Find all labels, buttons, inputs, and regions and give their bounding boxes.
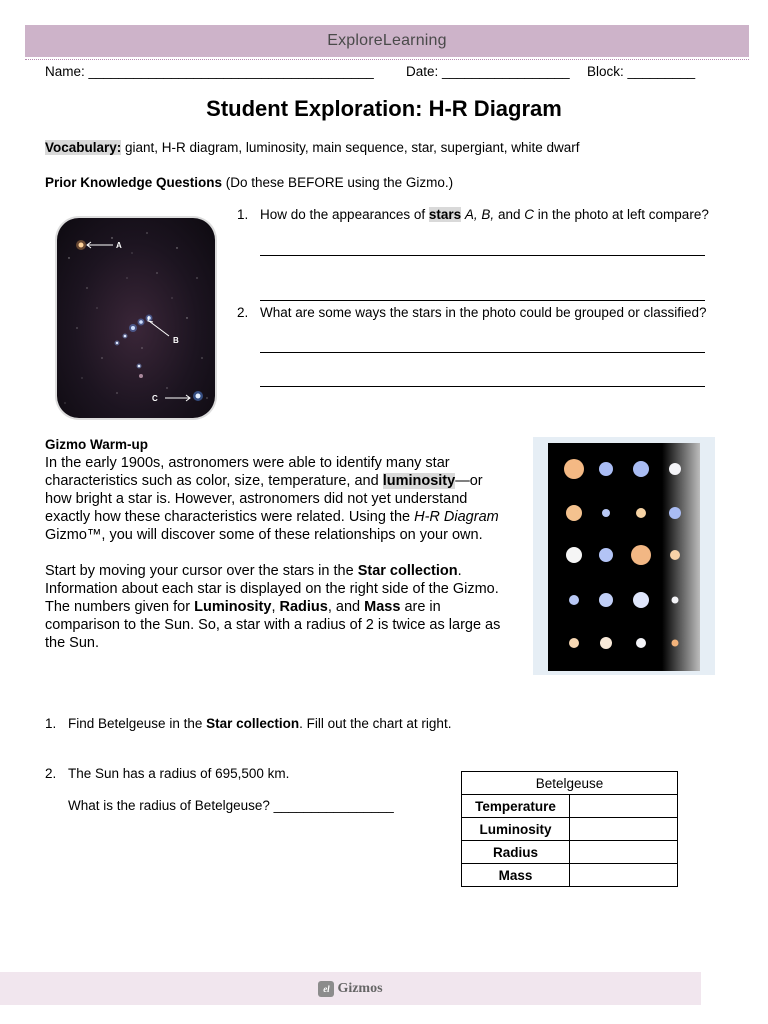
- gizmos-logo-icon: el: [318, 981, 334, 997]
- page-title: Student Exploration: H-R Diagram: [206, 96, 562, 121]
- warmup-p1-italic: H-R Diagram: [414, 509, 499, 525]
- prior-knowledge-title: Prior Knowledge Questions: [45, 175, 223, 190]
- answer-line-2b[interactable]: [260, 386, 705, 387]
- photo-label-c: C: [152, 394, 158, 403]
- luminosity-bold: Luminosity: [194, 599, 272, 615]
- vocabulary-terms: giant, H-R diagram, luminosity, main sequence, star, supergiant, white dwarf: [121, 140, 580, 155]
- step-2-text: The Sun has a radius of 695,500 km.: [68, 766, 290, 781]
- prior-knowledge-heading: [45, 175, 453, 190]
- answer-line-2a[interactable]: [260, 352, 705, 353]
- question-1-highlight: stars: [428, 207, 462, 222]
- prior-knowledge-note: (Do these BEFORE using the Gizmo.): [222, 175, 454, 190]
- warmup-heading: Gizmo Warm-up: [45, 437, 148, 452]
- betelgeuse-radius-question[interactable]: What is the radius of Betelgeuse? ________________: [68, 798, 394, 813]
- question-1-text: [260, 207, 709, 222]
- betelgeuse-table-title: Betelgeuse: [462, 772, 678, 795]
- question-1-before: How do the appearances of: [260, 207, 429, 222]
- warmup-p2-d: , and: [327, 599, 365, 615]
- question-1-after: in the photo at left compare?: [533, 207, 709, 222]
- radius-bold: Radius: [279, 599, 328, 615]
- row-label-luminosity: Luminosity: [462, 818, 570, 841]
- row-label-radius: Radius: [462, 841, 570, 864]
- step-2-number: 2.: [45, 766, 57, 781]
- photo-label-b: B: [173, 336, 179, 345]
- mass-cell[interactable]: [570, 864, 678, 887]
- answer-line-1b[interactable]: [260, 300, 705, 301]
- step-2: [45, 766, 290, 781]
- name-field[interactable]: Name: ______________________________________: [45, 64, 374, 79]
- warmup-p2-b: . Information about each star is displayed on the right side of the Gizmo. The numbers given for: [45, 563, 499, 615]
- question-2-text: What are some ways the stars in the photo could be grouped or classified?: [260, 305, 707, 320]
- step-1-a: Find Betelgeuse in the: [68, 716, 207, 731]
- gizmos-logo-text: Gizmos: [337, 980, 383, 996]
- vocabulary-label: Vocabulary:: [45, 140, 122, 155]
- question-1-and: and: [494, 207, 525, 222]
- radius-cell[interactable]: [570, 841, 678, 864]
- question-1: [237, 207, 709, 222]
- step-1-text: [68, 716, 451, 731]
- block-field[interactable]: Block: _________: [587, 64, 696, 79]
- question-2-number: 2.: [237, 305, 249, 320]
- step-1-b: . Fill out the chart at right.: [299, 716, 452, 731]
- row-label-mass: Mass: [462, 864, 570, 887]
- mass-bold: Mass: [364, 599, 401, 615]
- luminosity-term: luminosity: [382, 473, 456, 489]
- star-collection-term: Star collection: [357, 563, 458, 579]
- warmup-p1-c: Gizmo™, you will discover some of these relationships on your own.: [45, 527, 483, 543]
- star-collection-grid: [548, 443, 700, 671]
- question-2: [237, 305, 707, 320]
- warmup-paragraph-2: [45, 562, 510, 652]
- header-band: [25, 25, 749, 57]
- luminosity-cell[interactable]: [570, 818, 678, 841]
- warmup-paragraph-1: [45, 454, 510, 544]
- question-1-italic-a: A, B,: [464, 207, 495, 222]
- footer-band: [0, 972, 701, 1005]
- answer-line-1a[interactable]: [260, 255, 705, 256]
- vocabulary-line: [45, 140, 580, 155]
- gizmo-warmup: [45, 436, 515, 652]
- row-label-temperature: Temperature: [462, 795, 570, 818]
- betelgeuse-table: [461, 771, 678, 887]
- star-collection-image: [533, 437, 715, 675]
- explorelearning-logo: ExploreLearning: [327, 32, 447, 49]
- warmup-p2-a: Start by moving your cursor over the stars in the: [45, 563, 358, 579]
- warmup-p1-a: In the early 1900s, astronomers were able to identify many star characteristics such as color, size, temperature, and: [45, 455, 450, 489]
- question-1-italic-c: C: [524, 207, 534, 222]
- step-1-bold: Star collection: [206, 716, 300, 731]
- step-1-number: 1.: [45, 716, 57, 731]
- warmup-p1-b: —or how bright a star is. However, astronomers did not yet understand exactly how these characteristics were related. Using the: [45, 473, 483, 525]
- constellation-photo: [57, 218, 215, 418]
- photo-label-a: A: [116, 241, 122, 250]
- temperature-cell[interactable]: [570, 795, 678, 818]
- step-1: [45, 716, 452, 731]
- gizmos-logo: [318, 981, 382, 997]
- question-1-number: 1.: [237, 207, 249, 222]
- header-divider: [25, 59, 749, 60]
- date-field[interactable]: Date: _________________: [406, 64, 570, 79]
- warmup-p2-c: ,: [271, 599, 280, 615]
- warmup-p2-e: are in comparison to the Sun. So, a star with a radius of 2 is twice as large as the Sun.: [45, 599, 501, 651]
